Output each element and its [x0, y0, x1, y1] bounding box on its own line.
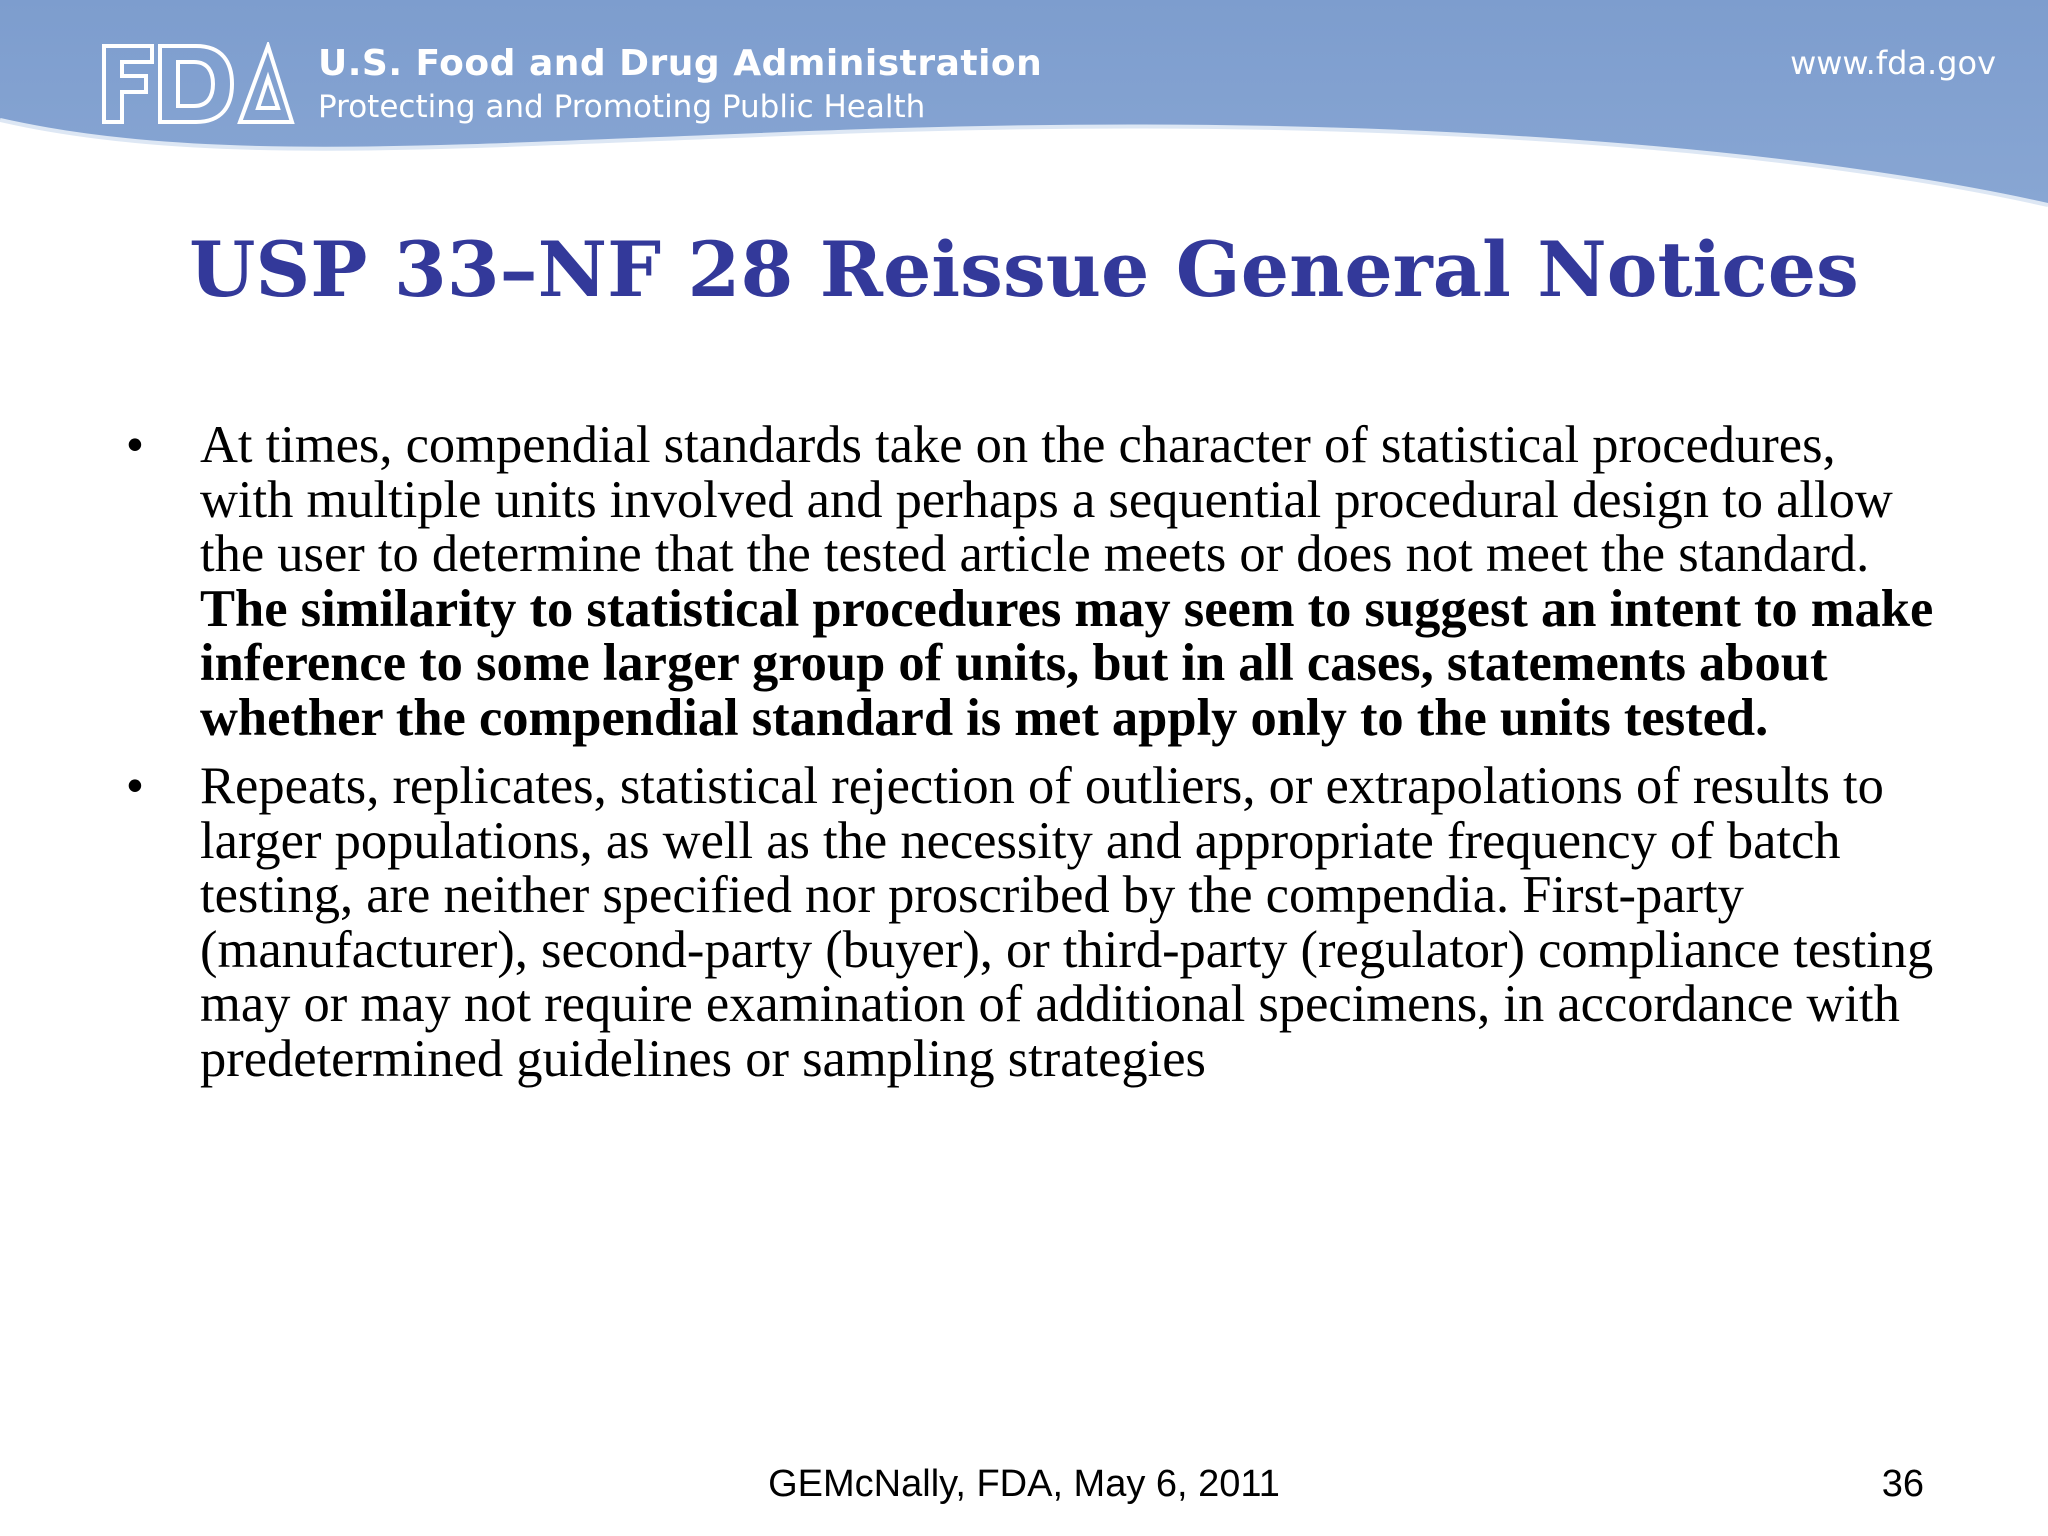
bullet-text-2: Repeats, replicates, statistical rejection of outliers, or extrapolations of results to larger populations, as well as the necessity and appropriate frequency of batch testing, are neither specified nor proscribed by the compendia. First-party (manufacturer), second-party (buyer), or third-party (regulator) compliance testing may or may not require examination of additional specimens, in accordance with predetermined guidelines or sampling strategies — [200, 757, 1934, 1088]
fda-logo — [100, 42, 296, 126]
page-number: 36 — [1881, 1463, 1924, 1505]
bullet-icon: • — [125, 757, 145, 815]
footer-credit: GEMcNally, FDA, May 6, 2011 — [768, 1463, 1280, 1505]
bullet-text-1: At times, compendial standards take on the character of statistical procedures, with multiple units involved and perhaps a sequential procedural design to allow the user to determine that the tested article meets or does not meet the standard. — [200, 416, 1893, 583]
bullet-list — [120, 418, 1940, 1086]
site-url[interactable]: www.fda.gov — [1790, 44, 1996, 82]
bullet-item-1 — [120, 418, 1940, 745]
agency-name: U.S. Food and Drug Administration — [318, 43, 1043, 84]
bullet-emphasis-1: The similarity to statistical procedures may seem to suggest an intent to make inference to some larger group of units, but in all cases, statements about whether the compendial standard is met apply only to the units tested. — [200, 579, 1934, 747]
agency-block — [318, 42, 1042, 128]
slide-title: USP 33–NF 28 Reissue General Notices — [189, 225, 1859, 314]
bullet-icon: • — [125, 416, 145, 474]
agency-tagline: Protecting and Promoting Public Health — [318, 89, 926, 125]
bullet-item-2 — [120, 759, 1940, 1086]
